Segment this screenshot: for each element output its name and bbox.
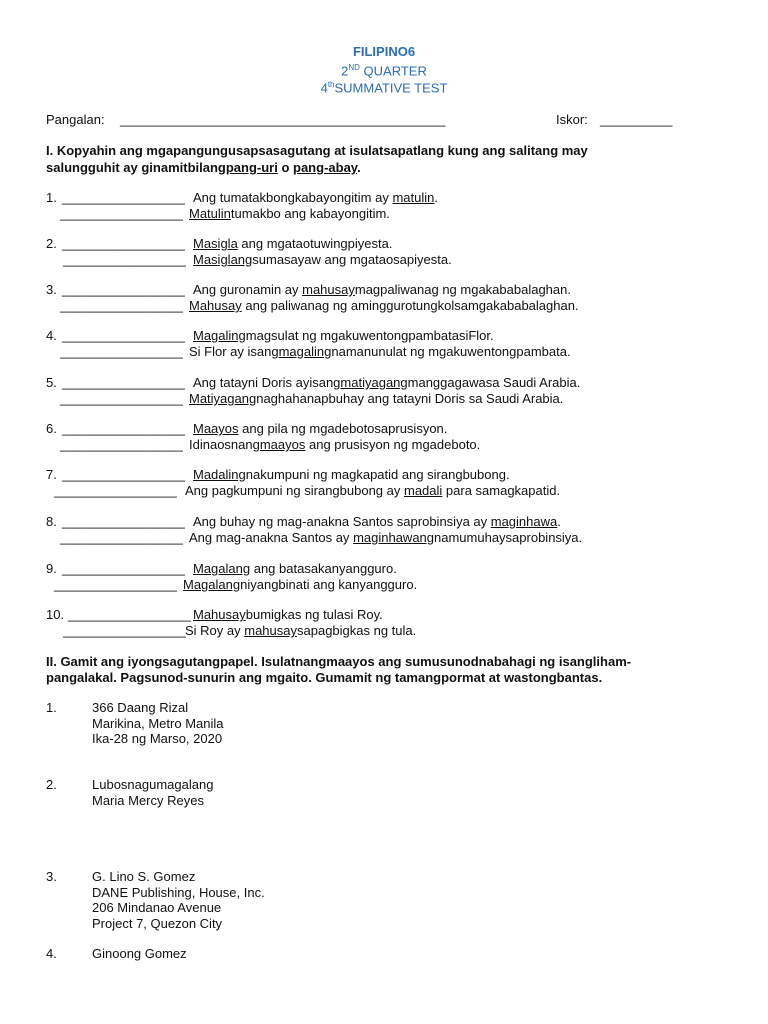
section1-instruction-line2: salungguhit ay ginamitbilangpang-uri o pang-abay. [46,160,361,175]
item-number: 2. [46,236,57,251]
answer-blank[interactable]: _________________ [63,623,186,638]
section1-instruction-line1: I. Kopyahin ang mgapangungusapsasagutang at isulatsapatlang kung ang salitang may [46,143,588,158]
name-field[interactable]: _____________________________________________ [120,112,446,127]
item-number: 1. [46,190,57,205]
letter-part-number: 1. [46,700,57,715]
sentence-b: Ang mag-anakna Santos ay maginhawangnamumuhaysaprobinsiya. [189,530,583,545]
letter-part-line: 366 Daang Rizal [92,700,189,715]
sentence-b: Magalangniyangbinati ang kanyangguro. [183,577,418,592]
item-number: 9. [46,561,57,576]
answer-blank[interactable]: _________________ [62,514,185,529]
test-title: 4thSUMMATIVE TEST [320,80,448,96]
answer-blank[interactable]: _________________ [60,206,183,221]
sentence-b: Si Flor ay isangmagalingnamanunulat ng mgakuwentongpambata. [189,344,571,359]
item-number: 6. [46,421,57,436]
sentence-a: Madalingnakumpuni ng magkapatid ang sirangbubong. [193,467,510,482]
sentence-b: Si Roy ay mahusaysapagbigkas ng tula. [185,623,417,638]
sentence-b: Idinaosnangmaayos ang prusisyon ng mgadeboto. [189,437,481,452]
answer-blank[interactable]: _________________ [62,561,185,576]
item-number: 3. [46,282,57,297]
name-label: Pangalan: [46,112,105,127]
answer-blank[interactable]: _________________ [60,391,183,406]
answer-blank[interactable]: _________________ [62,421,185,436]
answer-blank[interactable]: _________________ [68,607,191,622]
answer-blank[interactable]: _________________ [60,344,183,359]
letter-part-line: Ika-28 ng Marso, 2020 [92,731,223,746]
sentence-a: Ang tumatakbongkabayongitim ay matulin. [193,190,439,205]
answer-blank[interactable]: _________________ [62,236,185,251]
letter-part-line: Lubosnagumagalang [92,777,214,792]
answer-blank[interactable]: _________________ [54,577,177,592]
sentence-a: Ang guronamin ay mahusaymagpaliwanag ng mgakababalaghan. [193,282,571,297]
answer-blank[interactable]: _________________ [60,530,183,545]
answer-blank[interactable]: _________________ [62,328,185,343]
score-field[interactable]: __________ [600,112,673,127]
letter-part-number: 4. [46,946,57,961]
answer-blank[interactable]: _________________ [62,282,185,297]
sentence-b: Matiyagangnaghahanapbuhay ang tatayni Doris sa Saudi Arabia. [189,391,564,406]
score-label: Iskor: [556,112,588,127]
item-number: 7. [46,467,57,482]
item-number: 10. [46,607,65,622]
item-number: 4. [46,328,57,343]
letter-part-line: 206 Mindanao Avenue [92,900,222,915]
quarter-title: 2ND QUARTER [341,63,427,79]
letter-part-line: Marikina, Metro Manila [92,716,224,731]
answer-blank[interactable]: _________________ [54,483,177,498]
answer-blank[interactable]: _________________ [62,375,185,390]
sentence-b: Masiglangsumasayaw ang mgataosapiyesta. [193,252,452,267]
sentence-a: Maayos ang pila ng mgadebotosaprusisyon. [193,421,448,436]
answer-blank[interactable]: _________________ [60,298,183,313]
sentence-a: Magalingmagsulat ng mgakuwentongpambatasiFlor. [193,328,494,343]
sentence-a: Masigla ang mgataotuwingpiyesta. [193,236,393,251]
letter-part-line: Ginoong Gomez [92,946,187,961]
sentence-a: Magalang ang batasakanyangguro. [193,561,397,576]
item-number: 8. [46,514,57,529]
section2-instruction-line1: II. Gamit ang iyongsagutangpapel. Isulatnangmaayos ang sumusunodnabahagi ng isangliham- [46,654,632,669]
section2-instruction-line2: pangalakal. Pagsunod-sunurin ang mgaito. Gumamit ng tamangpormat at wastongbantas. [46,670,603,685]
sentence-b: Matulintumakbo ang kabayongitim. [189,206,390,221]
sentence-a: Ang buhay ng mag-anakna Santos saprobinsiya ay maginhawa. [193,514,561,529]
letter-part-line: G. Lino S. Gomez [92,869,196,884]
answer-blank[interactable]: _________________ [62,190,185,205]
letter-part-line: DANE Publishing, House, Inc. [92,885,265,900]
letter-part-line: Project 7, Quezon City [92,916,223,931]
letter-part-number: 3. [46,869,57,884]
sentence-b: Mahusay ang paliwanag ng aminggurotungkolsamgakababalaghan. [189,298,579,313]
sentence-b: Ang pagkumpuni ng sirangbubong ay madali para samagkapatid. [185,483,561,498]
answer-blank[interactable]: _________________ [60,437,183,452]
sentence-a: Ang tatayni Doris ayisangmatiyagangmanggagawasa Saudi Arabia. [193,375,581,390]
sentence-a: Mahusaybumigkas ng tulasi Roy. [193,607,383,622]
letter-part-number: 2. [46,777,57,792]
subject-title: FILIPINO6 [352,44,416,59]
answer-blank[interactable]: _________________ [62,467,185,482]
answer-blank[interactable]: _________________ [63,252,186,267]
letter-part-line: Maria Mercy Reyes [92,793,204,808]
item-number: 5. [46,375,57,390]
